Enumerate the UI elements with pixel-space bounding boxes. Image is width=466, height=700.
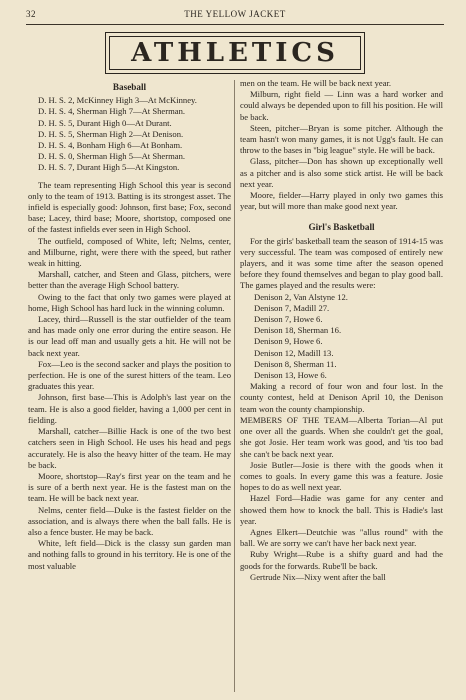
score-line: D. H. S. 5, Sherman High 2—At Denison. <box>38 128 184 139</box>
score-line: Denison 7, Madill 27. <box>254 302 330 313</box>
paragraph: Steen, pitcher—Bryan is some pitcher. Although the team hasn't won many games, it is not Ugg's fault. He can throw to the bases in "big league" style. He will be back. <box>240 122 443 156</box>
paragraph: Fox—Leo is the second sacker and plays the position to perfection. He is one of the surest hitters of the team. Leo graduates this year. <box>28 358 231 392</box>
score-line: Denison 2, Van Alstyne 12. <box>254 291 348 302</box>
score-line: D. H. S. 2, McKinney High 3—At McKinney. <box>38 95 197 106</box>
score-line: Denison 9, Howe 6. <box>254 336 323 347</box>
paragraph: Nelms, center field—Duke is the fastest fielder on the association, and is always there when the ball falls. He is also a fence buster. He may be back. <box>28 504 231 537</box>
right-column <box>240 78 443 690</box>
score-line: Denison 7, Howe 6. <box>254 314 323 325</box>
section-banner <box>105 32 365 74</box>
column-divider <box>234 80 235 692</box>
score-line: D. H. S. 0, Sherman High 5—At Sherman. <box>38 151 186 162</box>
score-line: Denison 12, Madill 13. <box>254 347 334 358</box>
score-line: Denison 13, Howe 6. <box>254 370 327 381</box>
paragraph: MEMBERS OF THE TEAM—Alberta Torian—Al put one over all the guards. When she couldn't get the goal, she got Josie. Her team work was good, and 'tis too bad she can't be back next year. <box>240 414 443 459</box>
paragraph: Marshall, catcher, and Steen and Glass, pitchers, were better than the average High School battery. <box>28 269 231 291</box>
score-line: D. H. S. 7, Durant High 5—At Kingston. <box>38 162 180 173</box>
page-number: 32 <box>26 9 36 19</box>
paragraph: Agnes Elkert—Deutchie was "allus round" with the ball. We are sorry we can't have her back next year. <box>240 526 443 549</box>
paragraph: Lacey, third—Russell is the star outfielder of the team and has made only one error during the entire season. He is our lead off man and usually gets a hit. He will not be back next year. <box>28 314 231 358</box>
score-line: Denison 8, Sherman 11. <box>254 358 337 369</box>
left-column <box>28 80 231 692</box>
baseball-heading: Baseball <box>112 82 147 92</box>
paragraph: Josie Butler—Josie is there with the goods when it comes to goals. In every game this was a feature. Josie hopes to do as well next year. <box>240 459 443 493</box>
score-line: Denison 18, Sherman 16. <box>254 325 342 336</box>
basketball-scores <box>240 292 443 382</box>
paragraph: Gertrude Nix—Nixy went after the ball <box>250 571 386 582</box>
paragraph: Glass, pitcher—Don has shown up exceptionally well as a pitcher and is also some stick artist. He will be back next year. <box>240 156 443 189</box>
score-line: D. H. S. 4, Bonham High 6—At Bonham. <box>38 140 183 151</box>
paragraph: Johnson, first base—This is Adolph's last year on the team. He is also a good fielder, having a 1,000 per cent in fielding. <box>28 392 231 425</box>
paragraph: Owing to the fact that only two games were played at home, High School has hard luck in the winning column. <box>28 291 231 313</box>
running-header <box>26 9 444 23</box>
paragraph: Making a record of four won and four lost. In the county contest, held at Denison April 10, the Denison team won the county championship. <box>240 381 443 414</box>
score-line: D. H. S. 4, Sherman High 7—At Sherman. <box>38 106 186 117</box>
paragraph: men on the team. He will be back next year. <box>240 78 392 88</box>
paragraph: White, left field—Dick is the classy sun garden man and nothing falls to ground in his territory. He is one of the most valuable <box>28 538 231 571</box>
paragraph: For the girls' basketball team the season of 1914-15 was very successful. The team was composed of entirely new players, and it was some time after the season opened before they found themselves and began to play good ball. The games played and the results were: <box>240 235 443 291</box>
baseball-scores <box>28 95 231 173</box>
paragraph: The team representing High School this year is second only to the team of 1913. Batting is its strongest asset. The infield is especially good: Johnson, first base; Fox, second base; Lacey, third base; Moore, shortstop, composed one of the fastest infields ever seen in High School. <box>28 179 231 235</box>
score-line: D. H. S. 5, Durant High 0—At Durant. <box>38 117 172 128</box>
section-gap <box>240 212 443 220</box>
paragraph: Hazel Ford—Hadie was game for any center and showed them how to knock the ball. This is Hadie's last year. <box>240 493 443 526</box>
girls-basketball-heading: Girl's Basketball <box>308 222 375 233</box>
paragraph: Marshall, catcher—Billie Hack is one of the two best catchers seen in High School. He uses his head and pegs accurately. He is also the heavy hitter of the team. He may be back. <box>28 426 231 470</box>
paragraph: The outfield, composed of White, left; Nelms, center, and Milburne, right, were there with the speed, but rather weak in hitting. <box>28 235 231 269</box>
paragraph: Moore, fielder—Harry played in only two games this year, but will more than make good next year. <box>240 190 443 212</box>
paragraph: Moore, shortstop—Ray's first year on the team and he is sure of a berth next year. He is the fastest man on the team. He will be back next year. <box>28 470 231 504</box>
publication-title: THE YELLOW JACKET <box>184 9 286 19</box>
paragraph: Ruby Wright—Rube is a shifty guard and had the goods for the forwards. Rube'll be back. <box>240 549 443 571</box>
section-title: ATHLETICS <box>131 38 339 68</box>
paragraph: Milburn, right field — Linn was a hard worker and could always be depended upon to fill his position. He will be back. <box>240 89 443 122</box>
header-rule <box>26 24 444 25</box>
